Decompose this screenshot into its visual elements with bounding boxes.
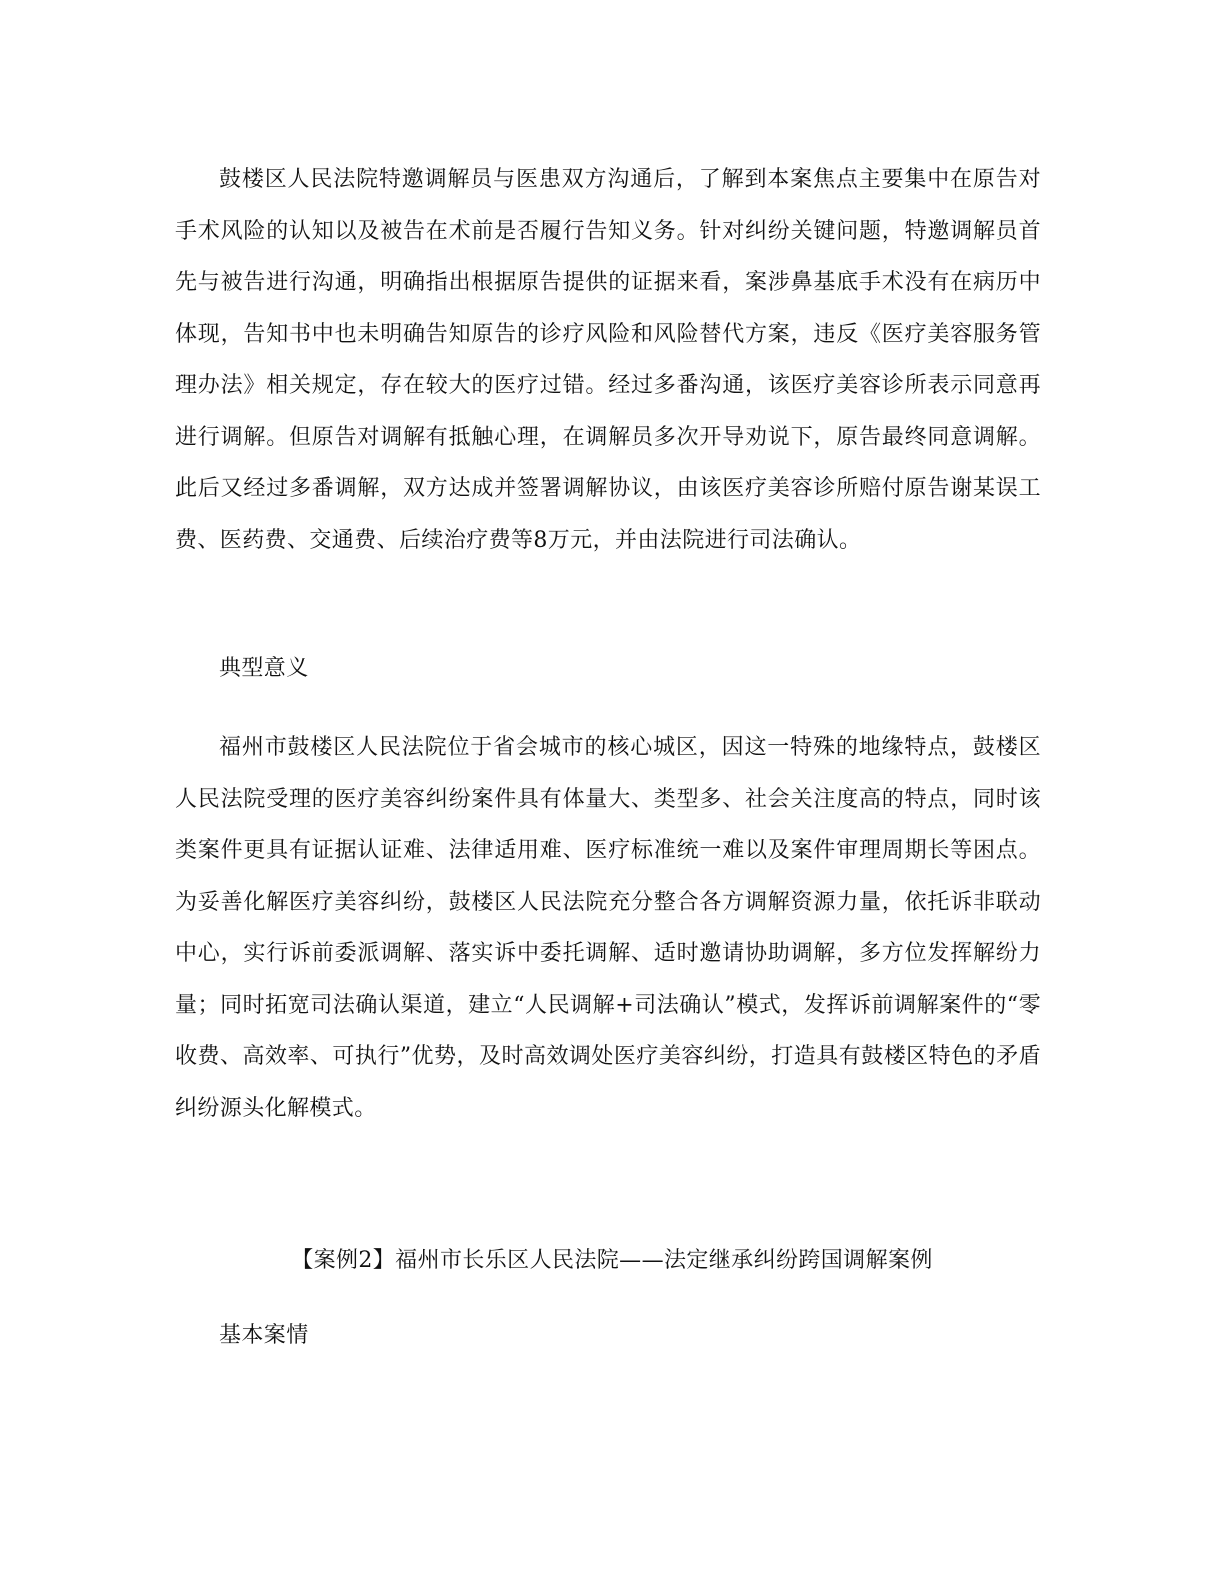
- paragraph-mediation-process: 鼓楼区人民法院特邀调解员与医患双方沟通后，了解到本案焦点主要集中在原告对手术风险的认知以及被告在术前是否履行告知义务。针对纠纷关键问题，特邀调解员首先与被告进行沟通，明确指出根据原告提供的证据来看，案涉鼻基底手术没有在病历中体现，告知书中也未明确告知原告的诊疗风险和风险替代方案，违反《医疗美容服务管理办法》相关规定，存在较大的医疗过错。经过多番沟通，该医疗美容诊所表示同意再进行调解。但原告对调解有抵触心理，在调解员多次开导劝说下，原告最终同意调解。此后又经过多番调解，双方达成并签署调解协议，由该医疗美容诊所赔付原告谢某误工费、医药费、交通费、后续治疗费等8万元，并由法院进行司法确认。: [175, 167, 1041, 553]
- heading-typical-significance: 典型意义: [219, 656, 309, 681]
- heading-basic-facts: 基本案情: [219, 1323, 309, 1348]
- case-title: 【案例2】福州市长乐区人民法院——法定继承纠纷跨国调解案例: [291, 1248, 933, 1273]
- paragraph-typical-significance: 福州市鼓楼区人民法院位于省会城市的核心城区，因这一特殊的地缘特点，鼓楼区人民法院受理的医疗美容纠纷案件具有体量大、类型多、社会关注度高的特点，同时该类案件更具有证据认证难、法律适用难、医疗标准统一难以及案件审理周期长等困点。为妥善化解医疗美容纠纷，鼓楼区人民法院充分整合各方调解资源力量，依托诉非联动中心，实行诉前委派调解、落实诉中委托调解、适时邀请协助调解，多方位发挥解纷力量；同时拓宽司法确认渠道，建立“人民调解+司法确认”模式，发挥诉前调解案件的“零收费、高效率、可执行”优势，及时高效调处医疗美容纠纷，打造具有鼓楼区特色的矛盾纠纷源头化解模式。: [175, 735, 1041, 1121]
